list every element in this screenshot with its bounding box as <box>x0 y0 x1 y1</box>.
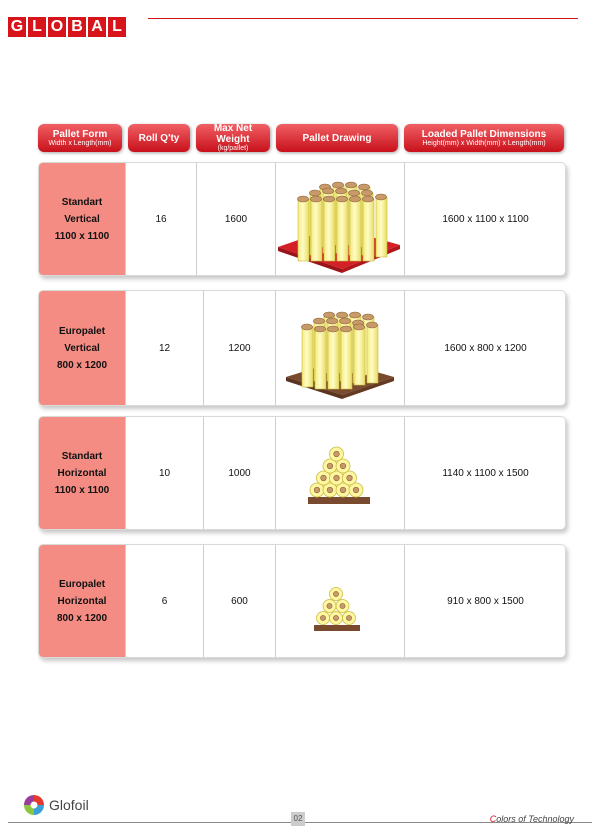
horizontal-rolls-drawing <box>276 417 404 529</box>
tagline-rest: olors of Technology <box>496 814 574 824</box>
weight-cell: 1000 <box>203 417 275 529</box>
page-number: 02 <box>291 812 305 826</box>
pallet-form-cell <box>39 545 125 657</box>
header-title: Max Net Weight <box>213 123 253 145</box>
top-divider <box>148 18 578 19</box>
tagline <box>490 814 574 824</box>
pallet-form-cell <box>39 417 125 529</box>
form-line: Europalet <box>58 578 106 590</box>
dimensions-cell: 1140 x 1100 x 1500 <box>404 417 566 529</box>
form-line: Standart <box>61 196 103 208</box>
form-line: Europalet <box>58 325 106 337</box>
vertical-rolls-drawing <box>276 291 404 405</box>
pallet-drawing-cell <box>275 291 404 405</box>
header-title: Pallet Drawing <box>302 132 372 144</box>
form-line: 800 x 1200 <box>56 612 108 624</box>
table-row <box>38 544 566 658</box>
table-row <box>38 162 566 276</box>
table-row <box>38 290 566 406</box>
logo-letter: A <box>88 17 106 37</box>
dimensions-cell: 910 x 800 x 1500 <box>404 545 566 657</box>
logo-letter: L <box>108 17 126 37</box>
header-sub: Height(mm) x Width(mm) x Length(mm) <box>422 139 546 147</box>
pallet-form-cell <box>39 163 125 275</box>
roll-qty-cell: 10 <box>125 417 203 529</box>
form-line: 1100 x 1100 <box>54 230 110 242</box>
header-max-net-weight <box>196 124 270 152</box>
header-loaded-pallet-dimensions <box>404 124 564 152</box>
logo-letter: O <box>48 17 66 37</box>
header-sub: Width x Length(mm) <box>48 139 112 147</box>
header-pallet-drawing <box>276 124 398 152</box>
pallet-drawing-cell <box>275 545 404 657</box>
header-pallet-form <box>38 124 122 152</box>
pallet-form-cell <box>39 291 125 405</box>
tagline-initial: C <box>489 814 497 824</box>
form-line: Standart <box>61 450 103 462</box>
form-line: 1100 x 1100 <box>54 484 110 496</box>
logo-letter: G <box>8 17 26 37</box>
form-line: 800 x 1200 <box>56 359 108 371</box>
vertical-rolls-drawing <box>276 163 404 275</box>
header-title: Pallet Form <box>52 128 108 140</box>
logo-letter: L <box>28 17 46 37</box>
pallet-drawing-cell <box>275 417 404 529</box>
form-line: Horizontal <box>57 467 107 479</box>
weight-cell: 1600 <box>196 163 275 275</box>
dimensions-cell: 1600 x 1100 x 1100 <box>404 163 566 275</box>
header-roll-qty <box>128 124 190 152</box>
weight-cell: 1200 <box>203 291 275 405</box>
form-line: Vertical <box>64 213 100 225</box>
horizontal-rolls-drawing <box>276 545 404 657</box>
header-title: Loaded Pallet Dimensions <box>421 128 547 140</box>
roll-qty-cell: 16 <box>125 163 196 275</box>
weight-cell: 600 <box>203 545 275 657</box>
roll-qty-cell: 6 <box>125 545 203 657</box>
pallet-drawing-cell <box>275 163 404 275</box>
header-sub: (kg/pallet) <box>217 145 249 152</box>
global-logo <box>8 17 126 37</box>
table-row <box>38 416 566 530</box>
roll-qty-cell: 12 <box>125 291 203 405</box>
form-line: Horizontal <box>57 595 107 607</box>
logo-letter: B <box>68 17 86 37</box>
form-line: Vertical <box>64 342 100 354</box>
header-title: Roll Q'ty <box>138 132 180 144</box>
glofoil-swirl-icon <box>22 793 46 817</box>
dimensions-cell: 1600 x 800 x 1200 <box>404 291 566 405</box>
brand-name: Glofoil <box>49 797 89 813</box>
glofoil-brand <box>22 793 89 817</box>
